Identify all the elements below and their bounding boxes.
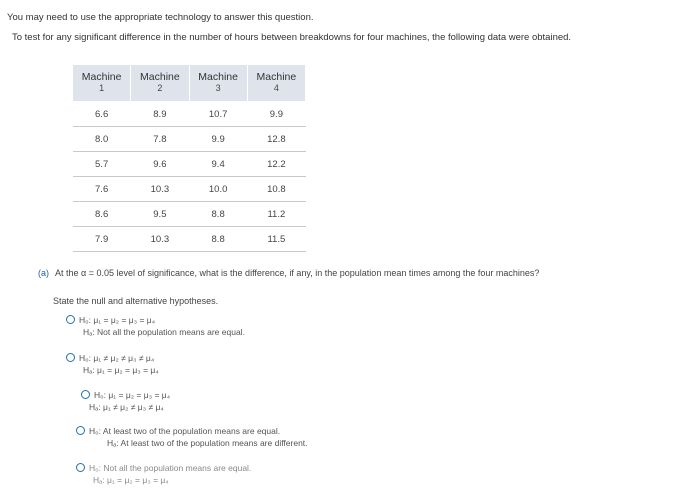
null-hypothesis: H₀: Not all the population means are equal. xyxy=(89,463,252,473)
table-cell: 7.8 xyxy=(131,127,189,152)
hypothesis-option-1[interactable] xyxy=(66,314,245,338)
hypothesis-option-4[interactable] xyxy=(76,425,308,449)
intro-note: You may need to use the appropriate technology to answer this question. xyxy=(7,12,314,23)
table-cell: 9.9 xyxy=(247,102,305,127)
table-cell: 11.5 xyxy=(247,227,305,252)
alternative-hypothesis: Hₐ: At least two of the population means are different. xyxy=(107,438,308,448)
table-cell: 8.0 xyxy=(73,127,131,152)
header-machine-2: Machine 2 xyxy=(131,65,189,102)
table-cell: 9.4 xyxy=(189,152,247,177)
table-cell: 10.3 xyxy=(131,227,189,252)
table-header-row xyxy=(73,65,306,102)
table-row xyxy=(73,202,306,227)
alternative-hypothesis: Hₐ: μ₁ = μ₂ = μ₃ = μ₄ xyxy=(83,365,159,375)
table-cell: 12.8 xyxy=(247,127,305,152)
table-row xyxy=(73,152,306,177)
table-row xyxy=(73,102,306,127)
hypothesis-option-5[interactable] xyxy=(76,462,251,486)
table-cell: 9.5 xyxy=(131,202,189,227)
table-cell: 9.9 xyxy=(189,127,247,152)
radio-button[interactable] xyxy=(81,390,90,399)
radio-button[interactable] xyxy=(66,353,75,362)
table-cell: 10.0 xyxy=(189,177,247,202)
header-machine-4: Machine 4 xyxy=(247,65,305,102)
table-cell: 8.9 xyxy=(131,102,189,127)
problem-statement: To test for any significant difference in the number of hours between breakdowns for four machines, the following data were obtained. xyxy=(12,32,572,43)
alternative-hypothesis: Hₐ: μ₁ ≠ μ₂ ≠ μ₃ ≠ μ₄ xyxy=(89,402,164,412)
header-machine-1: Machine 1 xyxy=(73,65,131,102)
table-cell: 11.2 xyxy=(247,202,305,227)
table-cell: 9.6 xyxy=(131,152,189,177)
table-cell: 12.2 xyxy=(247,152,305,177)
instruction: State the null and alternative hypotheses. xyxy=(53,296,219,306)
question-a xyxy=(38,268,539,278)
question-text: At the α = 0.05 level of significance, what is the difference, if any, in the population mean times among the four machines? xyxy=(55,268,540,278)
table-cell: 10.3 xyxy=(131,177,189,202)
alternative-hypothesis: Hₐ: Not all the population means are equal. xyxy=(83,327,245,337)
null-hypothesis: H₀: At least two of the population means are equal. xyxy=(89,426,281,436)
hypothesis-option-2[interactable] xyxy=(66,352,159,376)
table-cell: 7.9 xyxy=(73,227,131,252)
table-row xyxy=(73,227,306,252)
table-cell: 6.6 xyxy=(73,102,131,127)
radio-button[interactable] xyxy=(76,426,85,435)
data-table xyxy=(72,64,306,252)
null-hypothesis: H₀: μ₁ = μ₂ = μ₃ = μ₄ xyxy=(94,390,171,400)
table-cell: 10.7 xyxy=(189,102,247,127)
table-cell: 5.7 xyxy=(73,152,131,177)
null-hypothesis: H₀: μ₁ = μ₂ = μ₃ = μ₄ xyxy=(79,315,156,325)
question-label: (a) xyxy=(38,268,49,278)
header-machine-3: Machine 3 xyxy=(189,65,247,102)
hypothesis-option-3[interactable] xyxy=(81,389,170,413)
radio-button[interactable] xyxy=(66,315,75,324)
table-cell: 8.8 xyxy=(189,202,247,227)
radio-button[interactable] xyxy=(76,463,85,472)
table-cell: 7.6 xyxy=(73,177,131,202)
table-cell: 8.6 xyxy=(73,202,131,227)
table-cell: 10.8 xyxy=(247,177,305,202)
alternative-hypothesis: Hₐ: μ₁ = μ₂ = μ₃ = μ₄ xyxy=(93,475,169,485)
null-hypothesis: H₀: μ₁ ≠ μ₂ ≠ μ₃ ≠ μ₄ xyxy=(79,353,155,363)
table-row xyxy=(73,177,306,202)
table-cell: 8.8 xyxy=(189,227,247,252)
table-row xyxy=(73,127,306,152)
